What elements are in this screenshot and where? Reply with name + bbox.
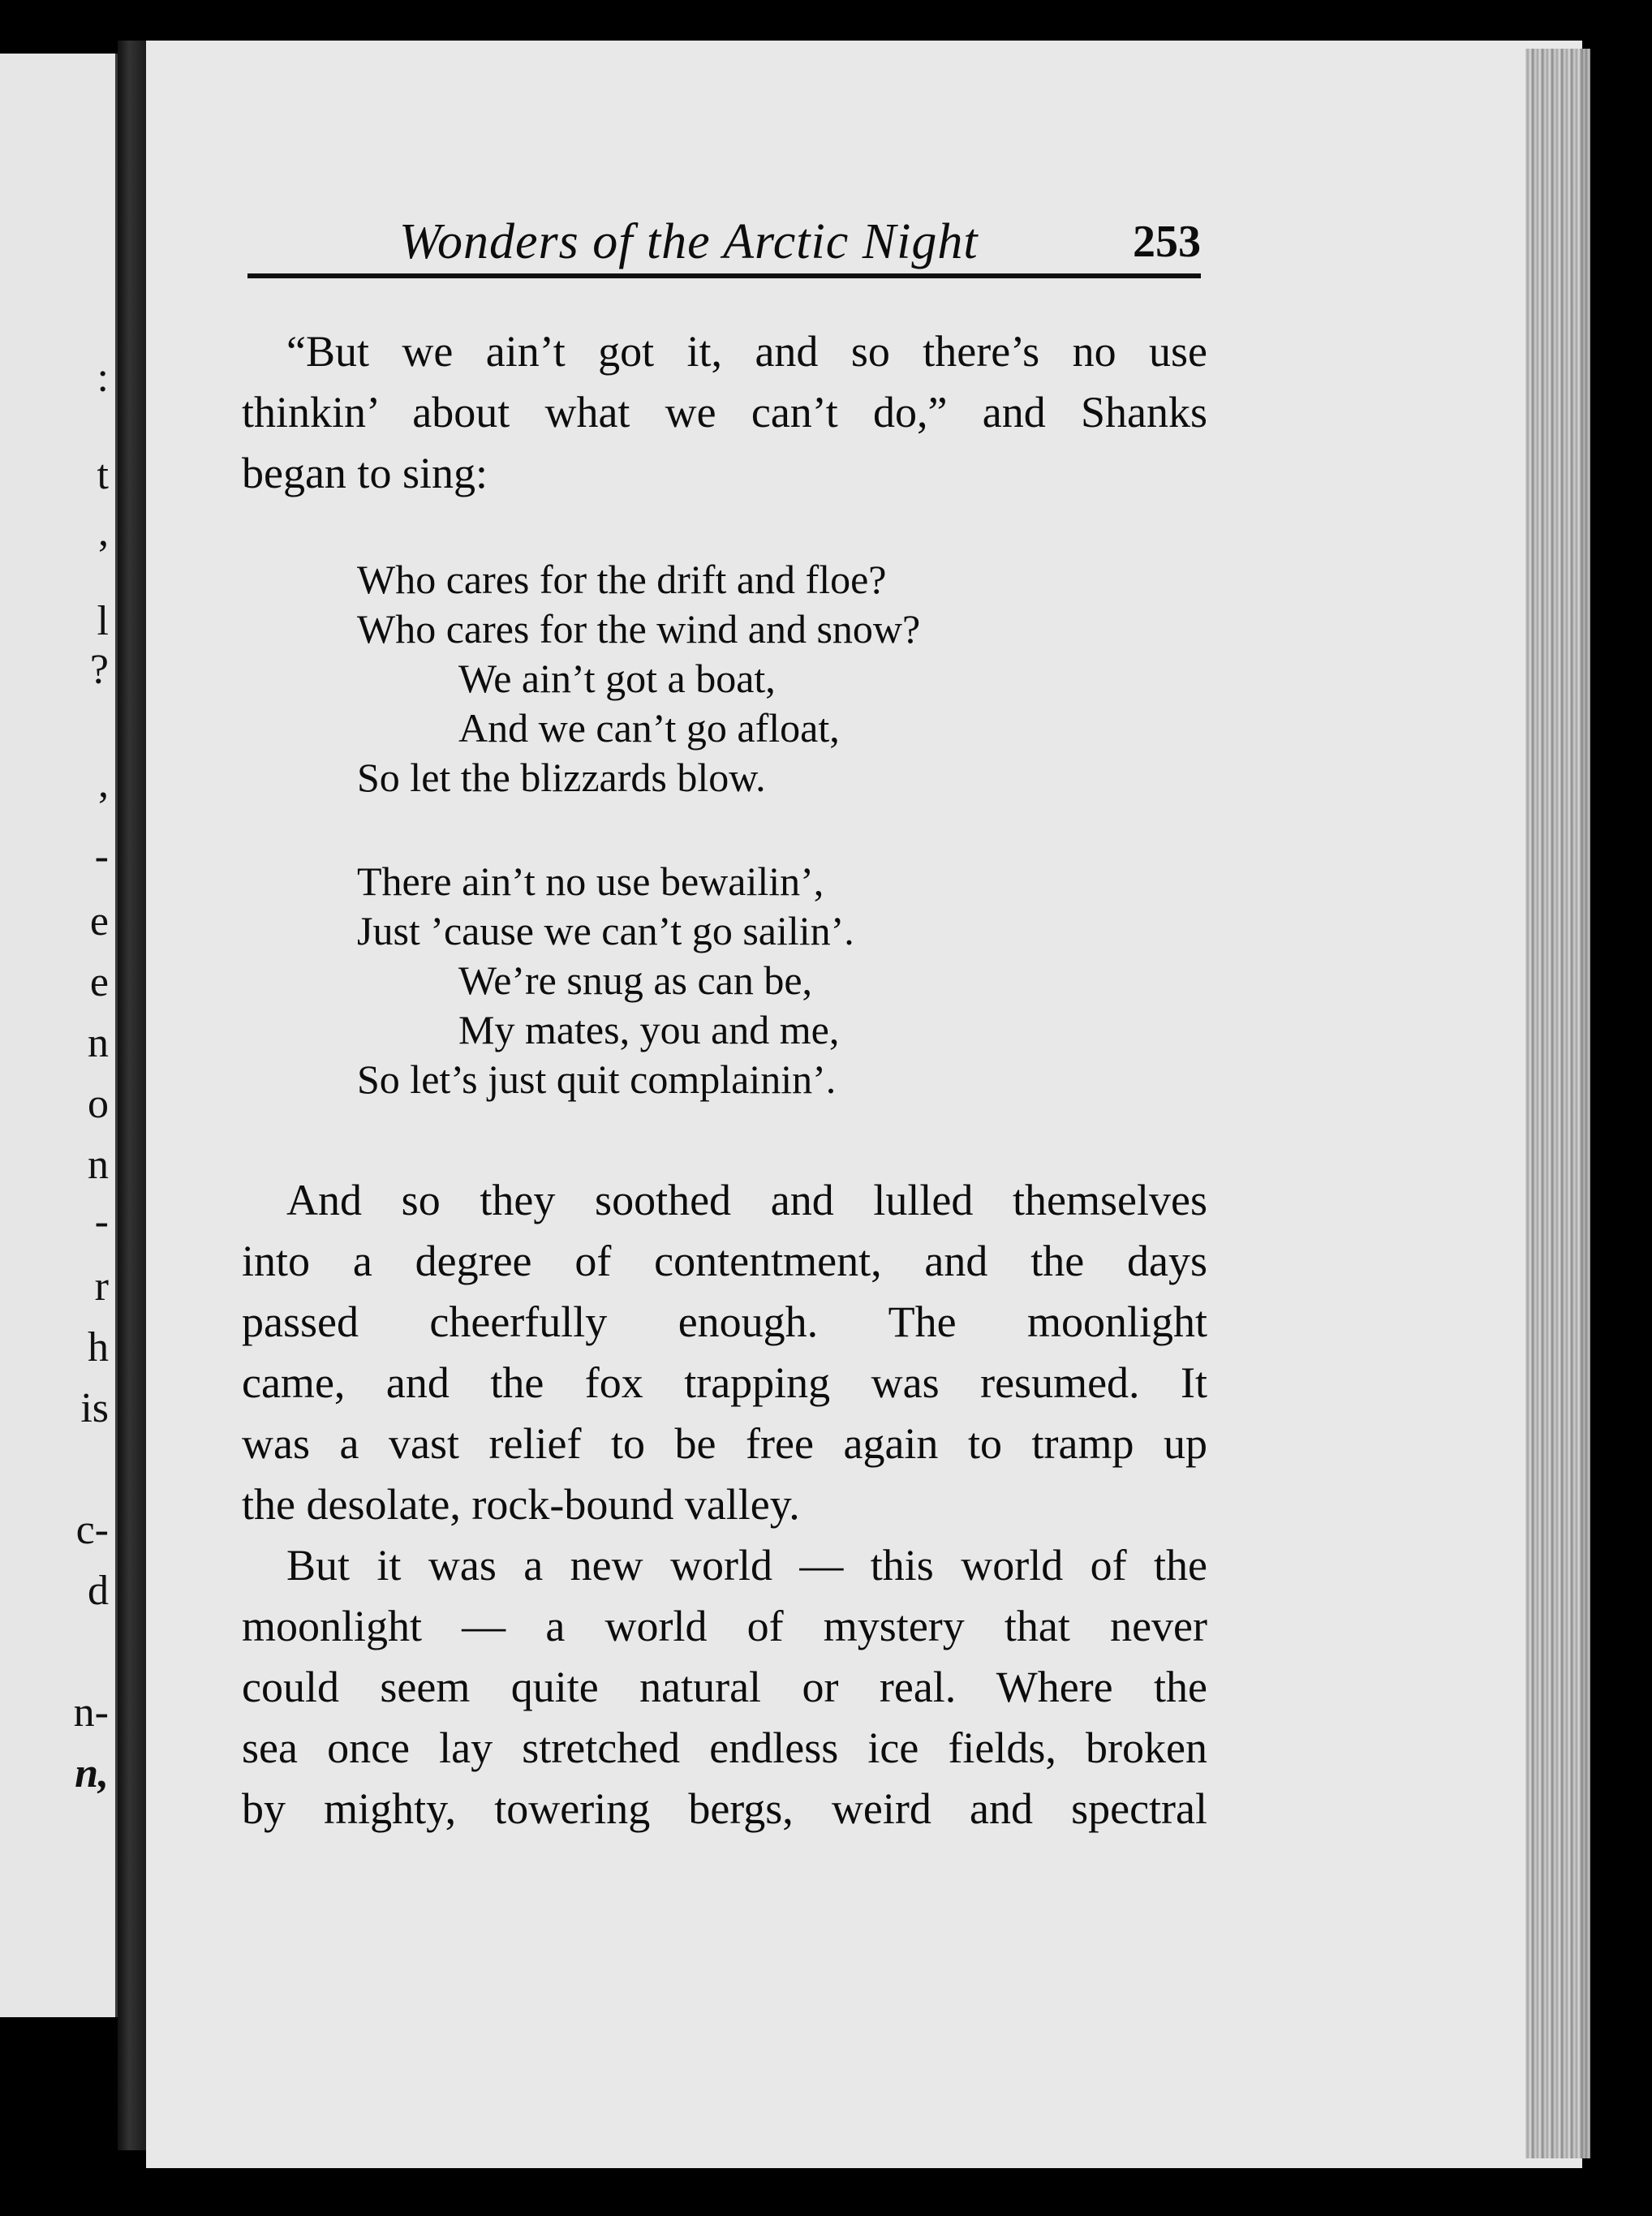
verse-line: Who cares for the wind and snow?	[357, 606, 921, 652]
verse-line: Just ’cause we can’t go sailin’.	[357, 908, 854, 953]
header-rule	[247, 273, 1201, 278]
page-stack-edge	[1525, 49, 1598, 2158]
verse-line: So let the blizzards blow.	[357, 755, 766, 800]
prev-page-fragment: r	[94, 1263, 109, 1310]
verse-line: And we can’t go afloat,	[458, 705, 840, 751]
prev-page-fragment: n-	[73, 1689, 109, 1736]
prev-page-fragment: ,	[98, 760, 109, 807]
previous-page-edge	[0, 54, 118, 2017]
verse-line: So let’s just quit complainin’.	[357, 1056, 837, 1102]
prev-page-fragment: c-	[75, 1507, 109, 1553]
text-line: thinkin’ about what we can’t do,” and Shanks	[242, 388, 1207, 437]
book-gutter	[118, 41, 147, 2150]
verse-stanza-1	[357, 555, 920, 802]
prev-page-fragment: :	[97, 355, 109, 401]
prev-page-fragment: ,	[98, 509, 109, 555]
prev-page-fragment: d	[88, 1568, 109, 1614]
prev-page-fragment: t	[97, 452, 109, 498]
prev-page-fragment: n	[88, 1142, 109, 1188]
prev-page-fragment: e	[89, 959, 109, 1005]
text-line: But it was a new world — this world of the	[286, 1541, 1207, 1590]
prev-page-fragment: -	[94, 1198, 109, 1245]
text-line: was a vast relief to be free again to tramp up	[242, 1419, 1207, 1468]
prev-page-fragment: n	[88, 1020, 109, 1066]
scan-border	[1590, 32, 1652, 2175]
verse-line: There ain’t no use bewailin’,	[357, 858, 824, 904]
running-head-title: Wonders of the Arctic Night	[399, 214, 979, 269]
text-line: into a degree of contentment, and the days	[242, 1237, 1207, 1285]
text-line: moonlight — a world of mystery that never	[242, 1602, 1207, 1650]
verse-stanza-2	[357, 857, 854, 1104]
paragraph-3	[242, 1535, 1207, 1839]
running-head	[243, 209, 1201, 274]
page-number: 253	[1133, 217, 1201, 267]
verse-line: Who cares for the drift and floe?	[357, 557, 887, 602]
prev-page-fragment: n,	[75, 1750, 109, 1796]
prev-page-fragment: is	[80, 1385, 109, 1431]
paragraph-2	[242, 1170, 1207, 1535]
verse-line: We ain’t got a boat,	[458, 656, 776, 701]
verse-line: My mates, you and me,	[458, 1007, 840, 1052]
prev-page-fragment: o	[88, 1081, 109, 1127]
text-line: by mighty, towering bergs, weird and spectral	[242, 1784, 1207, 1833]
text-line: came, and the fox trapping was resumed. It	[242, 1358, 1207, 1407]
paragraph-1	[242, 321, 1207, 504]
text-line: the desolate, rock-bound valley.	[242, 1480, 800, 1529]
text-line: could seem quite natural or real. Where the	[242, 1663, 1207, 1711]
prev-page-fragment: -	[94, 833, 109, 880]
verse-line: We’re snug as can be,	[458, 957, 813, 1003]
prev-page-fragment: e	[89, 898, 109, 944]
prev-page-fragment: l	[97, 598, 109, 644]
text-line: began to sing:	[242, 449, 488, 497]
text-line: sea once lay stretched endless ice fields, broken	[242, 1723, 1207, 1772]
text-line: passed cheerfully enough. The moonlight	[242, 1297, 1207, 1346]
prev-page-fragment: h	[88, 1324, 109, 1370]
prev-page-fragment: ?	[89, 647, 109, 693]
text-line: And so they soothed and lulled themselves	[286, 1176, 1207, 1224]
text-line: “But we ain’t got it, and so there’s no use	[286, 327, 1207, 376]
